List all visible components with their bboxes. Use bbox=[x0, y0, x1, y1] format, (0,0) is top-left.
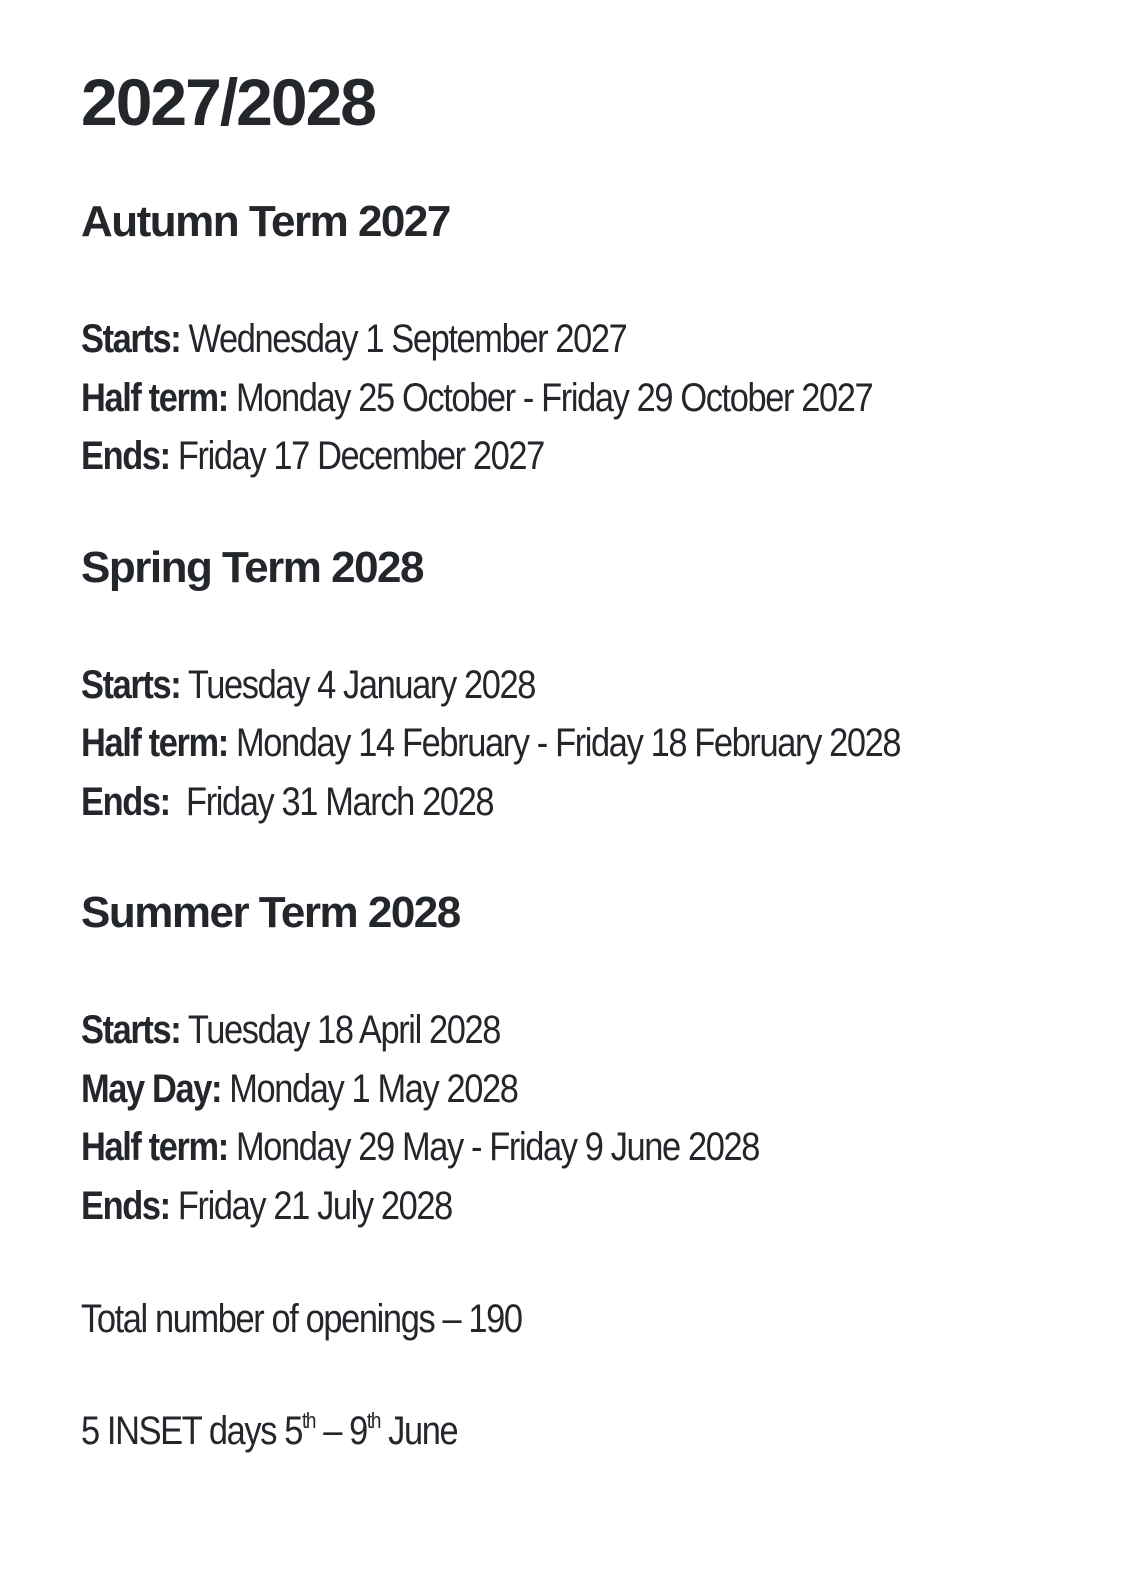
date-label: Half term: bbox=[81, 721, 228, 765]
date-value: Wednesday 1 September 2027 bbox=[188, 317, 627, 361]
inset-days bbox=[81, 1403, 985, 1459]
date-value: Friday 21 July 2028 bbox=[177, 1183, 452, 1228]
date-value: Monday 25 October - Friday 29 October 2027 bbox=[235, 375, 873, 420]
term-date-line bbox=[81, 1177, 985, 1236]
term-heading-autumn: Autumn Term 2027 bbox=[81, 197, 450, 246]
inset-suffix: June bbox=[379, 1409, 458, 1453]
date-value: Tuesday 18 April 2028 bbox=[187, 1008, 501, 1052]
date-value: Friday 17 December 2027 bbox=[177, 434, 544, 478]
autumn-term-dates bbox=[81, 310, 1132, 486]
date-label: Ends: bbox=[81, 779, 170, 824]
ordinal-suffix: th bbox=[366, 1408, 380, 1433]
term-date-line bbox=[81, 1001, 985, 1060]
date-value: Tuesday 4 January 2028 bbox=[187, 662, 535, 707]
ordinal-suffix: th bbox=[302, 1408, 316, 1433]
spring-term-section bbox=[81, 540, 1132, 832]
inset-middle: – 9 bbox=[315, 1409, 367, 1453]
term-date-line bbox=[81, 656, 985, 715]
date-label: Half term: bbox=[81, 375, 228, 420]
term-date-line bbox=[81, 369, 985, 428]
summer-term-dates bbox=[81, 1001, 1132, 1235]
date-label: May Day: bbox=[81, 1066, 222, 1111]
date-value: Friday 31 March 2028 bbox=[177, 779, 494, 824]
term-date-line bbox=[81, 1060, 985, 1119]
date-value: Monday 1 May 2028 bbox=[229, 1066, 518, 1111]
autumn-term-section bbox=[81, 194, 1132, 486]
date-label: Half term: bbox=[81, 1125, 228, 1169]
total-openings: Total number of openings – 190 bbox=[81, 1297, 522, 1341]
summer-term-section bbox=[81, 885, 1132, 1235]
spring-term-dates bbox=[81, 656, 1132, 832]
term-date-line bbox=[81, 714, 985, 773]
date-label: Starts: bbox=[81, 662, 181, 707]
date-value: Monday 14 February - Friday 18 February 2028 bbox=[235, 721, 901, 765]
inset-prefix: 5 INSET days 5 bbox=[81, 1409, 303, 1453]
term-date-line bbox=[81, 1118, 985, 1177]
date-label: Starts: bbox=[81, 1008, 181, 1052]
term-date-line bbox=[81, 427, 985, 486]
page-title: 2027/2028 bbox=[81, 65, 375, 139]
term-date-line bbox=[81, 773, 985, 832]
date-label: Ends: bbox=[81, 1183, 170, 1228]
term-date-line bbox=[81, 310, 985, 369]
term-heading-summer: Summer Term 2028 bbox=[81, 888, 460, 937]
date-label: Starts: bbox=[81, 317, 181, 361]
date-label: Ends: bbox=[81, 434, 170, 478]
term-heading-spring: Spring Term 2028 bbox=[81, 542, 423, 592]
date-value: Monday 29 May - Friday 9 June 2028 bbox=[235, 1125, 760, 1169]
